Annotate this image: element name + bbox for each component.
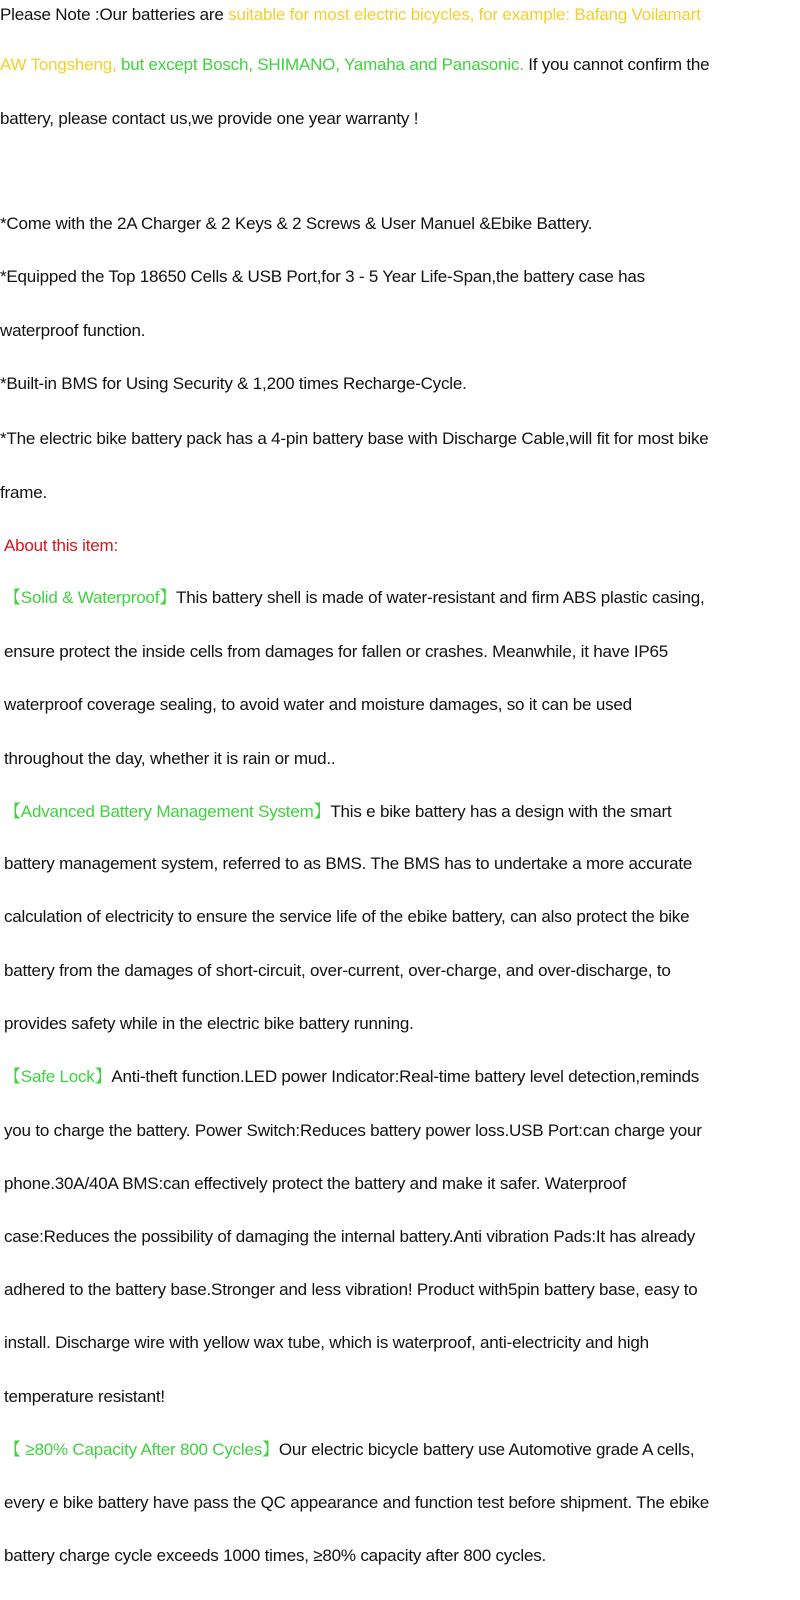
- section-heading: 【Advanced Battery Management System】: [4, 802, 331, 821]
- section-line: throughout the day, whether it is rain or mud..: [4, 749, 336, 768]
- section-line: battery from the damages of short-circuit, over-current, over-charge, and over-discharge, to: [4, 961, 671, 980]
- section-safe-lock-first-line: [4, 1066, 800, 1088]
- feature-line: *Equipped the Top 18650 Cells & USB Port,for 3 - 5 Year Life-Span,the battery case has: [0, 267, 645, 286]
- feature-line: *Come with the 2A Charger & 2 Keys & 2 Screws & User Manuel &Ebike Battery.: [0, 214, 593, 233]
- note-prefix: Please Note :Our batteries are: [0, 5, 229, 24]
- section-line: case:Reduces the possibility of damaging the internal battery.Anti vibration Pads:It has already: [4, 1227, 696, 1246]
- feature-line: frame.: [0, 483, 47, 502]
- section-line: temperature resistant!: [4, 1387, 165, 1406]
- section-text: This e bike battery has a design with the smart: [330, 802, 672, 821]
- note-compatible-brands: suitable for most electric bicycles, for example: Bafang Voilamart: [228, 5, 701, 24]
- section-line: battery management system, referred to as BMS. The BMS has to undertake a more accurate: [4, 854, 693, 873]
- note-line-3: battery, please contact us,we provide one year warranty !: [0, 109, 419, 128]
- section-line: phone.30A/40A BMS:can effectively protect the battery and make it safer. Waterproof: [4, 1174, 627, 1193]
- section-line: ensure protect the inside cells from damages for fallen or crashes. Meanwhile, it have IP65: [4, 642, 669, 661]
- section-solid-first-line: [4, 587, 800, 609]
- feature-line: *The electric bike battery pack has a 4-pin battery base with Discharge Cable,will fit for most bike: [0, 429, 709, 448]
- section-text: Our electric bicycle battery use Automotive grade A cells,: [278, 1440, 695, 1459]
- feature-line: waterproof function.: [0, 321, 146, 340]
- note-exceptions: but except Bosch, SHIMANO, Yamaha and Panasonic.: [121, 55, 524, 74]
- section-line: install. Discharge wire with yellow wax tube, which is waterproof, anti-electricity and high: [4, 1333, 649, 1352]
- note-confirm-text: If you cannot confirm the: [523, 55, 710, 74]
- note-line-1: [0, 4, 800, 26]
- about-heading: About this item:: [4, 536, 118, 555]
- section-line: battery charge cycle exceeds 1000 times, ≥80% capacity after 800 cycles.: [4, 1546, 547, 1565]
- section-line: adhered to the battery base.Stronger and less vibration! Product with5pin battery base, easy to: [4, 1280, 698, 1299]
- note-compatible-brands-cont: AW Tongsheng,: [0, 55, 121, 74]
- section-capacity-first-line: [4, 1439, 800, 1461]
- section-line: you to charge the battery. Power Switch:Reduces battery power loss.USB Port:can charge your: [4, 1121, 702, 1140]
- note-line-2: [0, 54, 800, 76]
- section-text: Anti-theft function.LED power Indicator:Real-time battery level detection,reminds: [111, 1067, 699, 1086]
- section-bms-first-line: [4, 801, 800, 823]
- section-heading: 【Solid & Waterproof】: [4, 588, 177, 607]
- section-text: This battery shell is made of water-resistant and firm ABS plastic casing,: [176, 588, 705, 607]
- section-line: every e bike battery have pass the QC appearance and function test before shipment. The ebike: [4, 1493, 709, 1512]
- section-line: provides safety while in the electric bike battery running.: [4, 1014, 414, 1033]
- section-line: calculation of electricity to ensure the service life of the ebike battery, can also protect the bike: [4, 907, 690, 926]
- section-line: waterproof coverage sealing, to avoid water and moisture damages, so it can be used: [4, 695, 632, 714]
- section-heading: 【 ≥80% Capacity After 800 Cycles】: [4, 1440, 279, 1459]
- feature-line: *Built-in BMS for Using Security & 1,200 times Recharge-Cycle.: [0, 374, 467, 393]
- section-heading: 【Safe Lock】: [4, 1067, 112, 1086]
